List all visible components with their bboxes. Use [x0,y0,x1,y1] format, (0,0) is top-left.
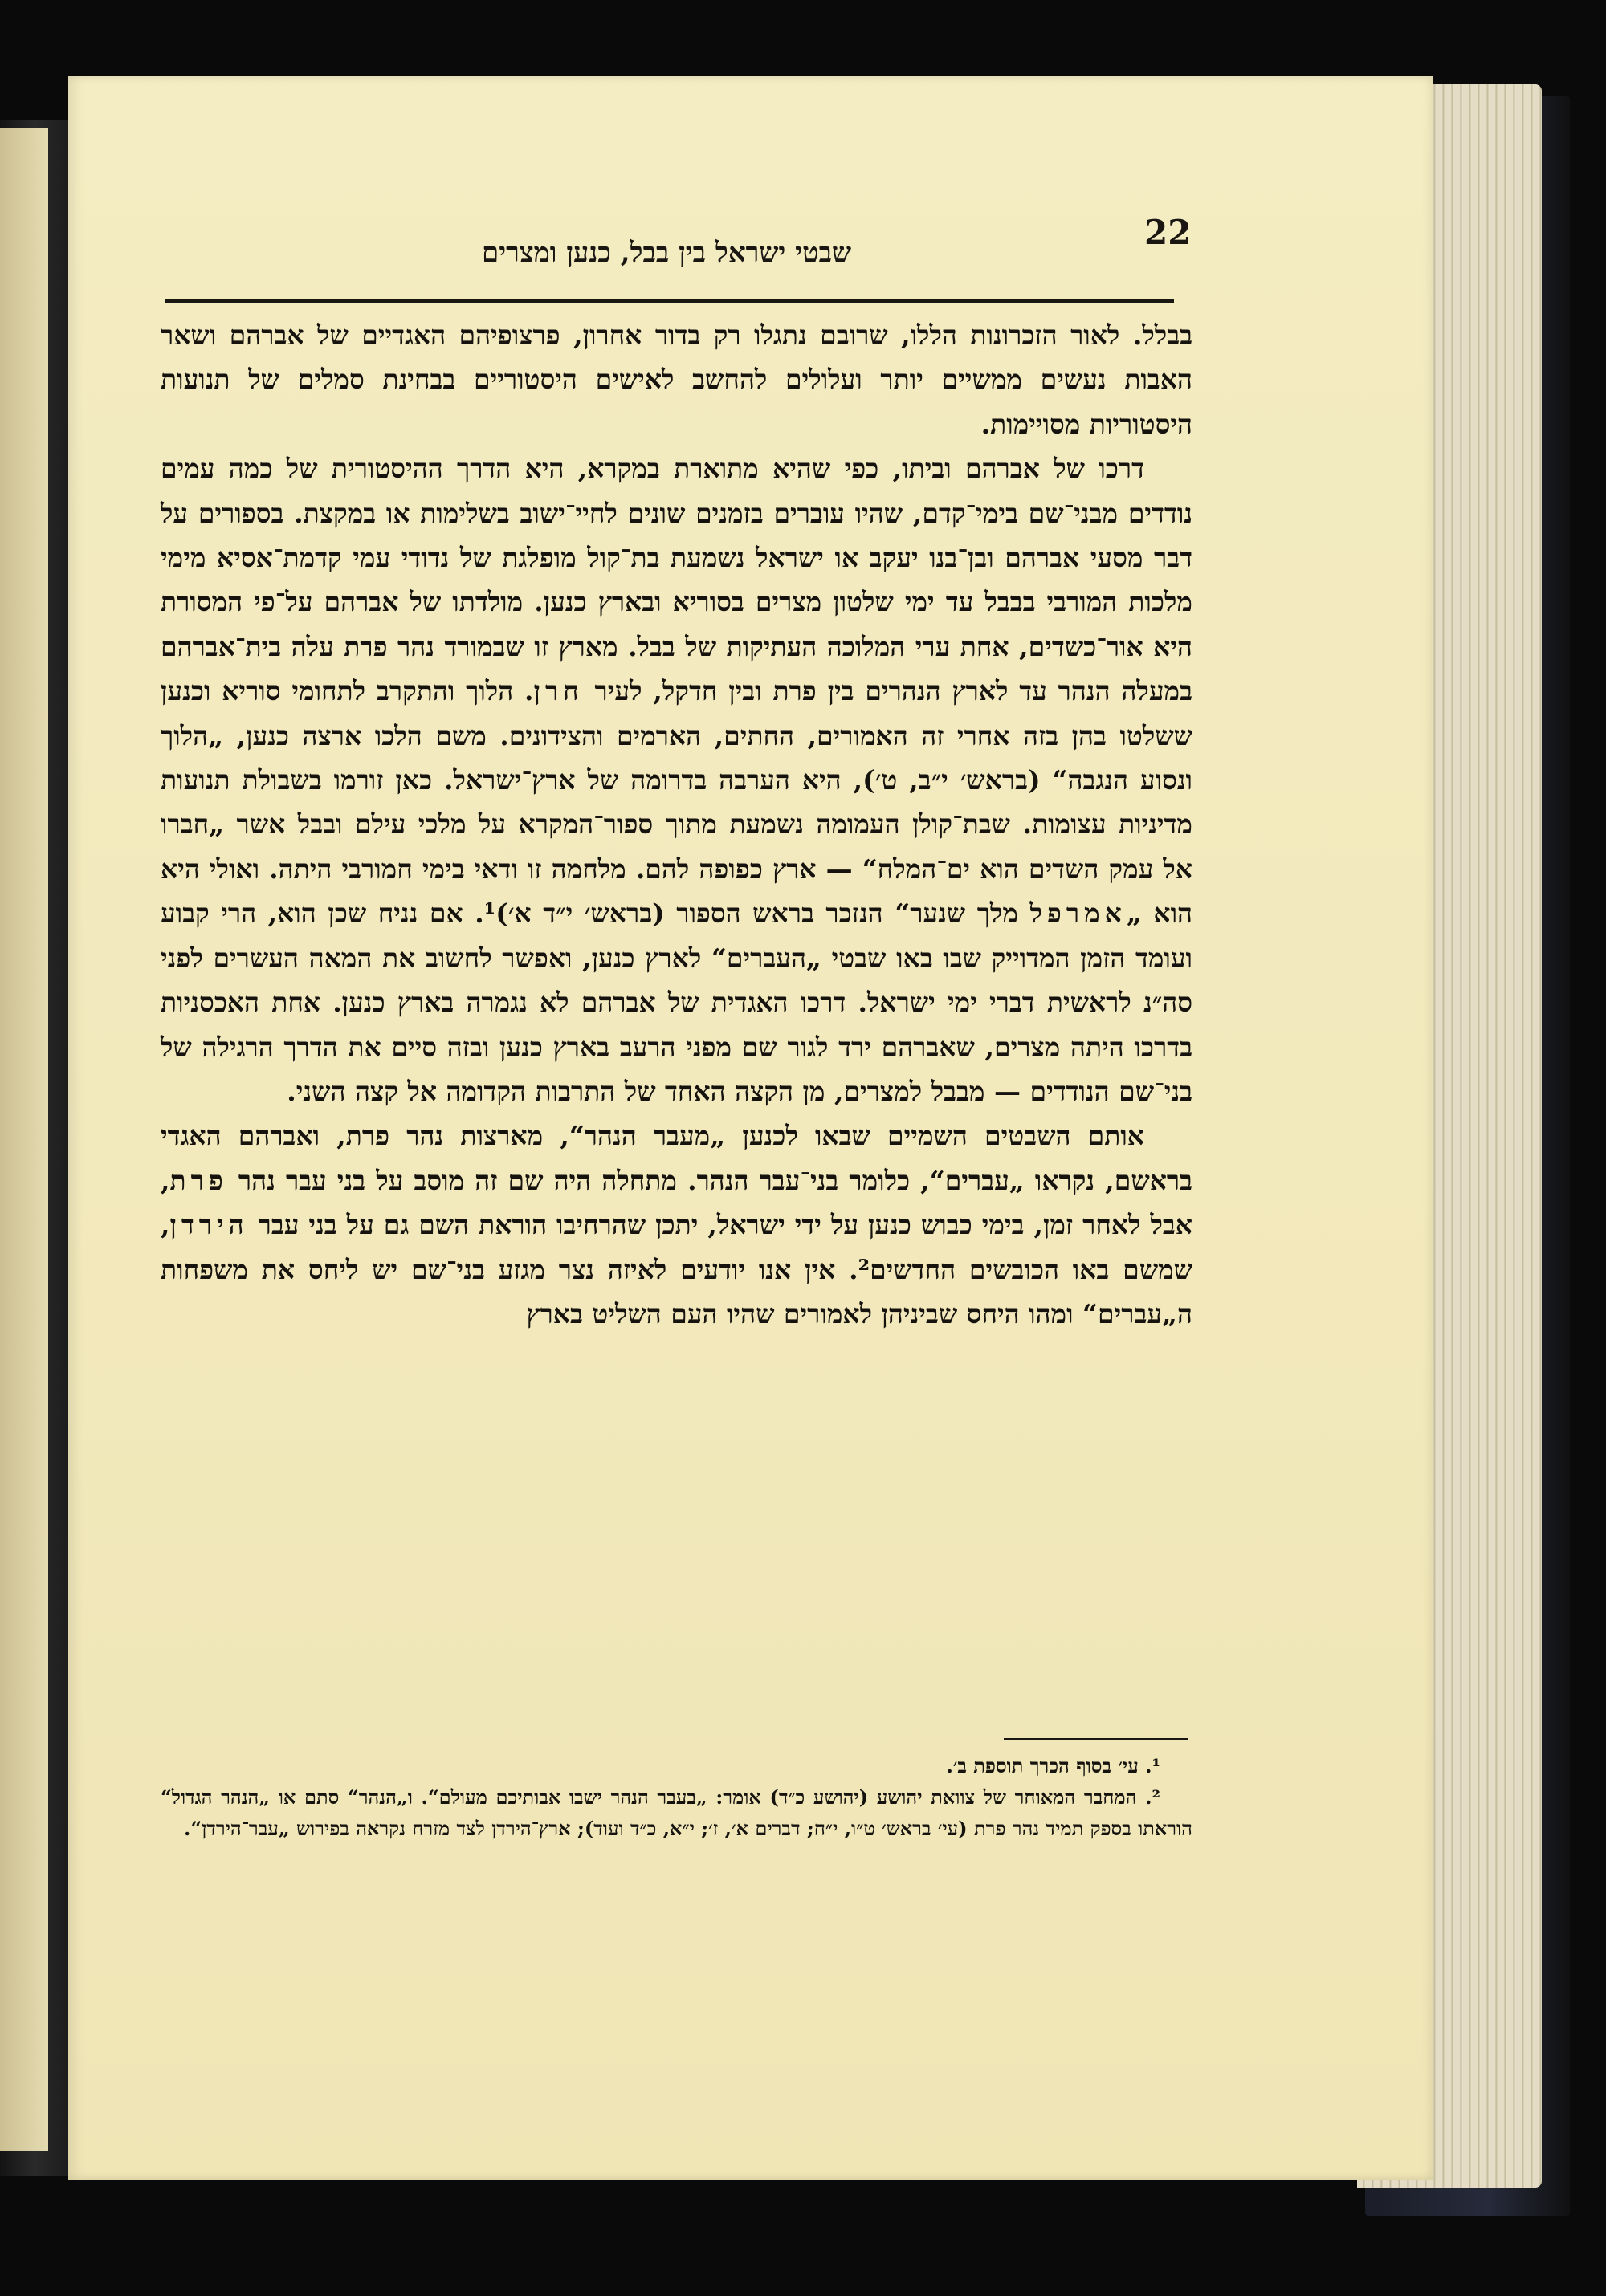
spaced-name: הירדן [169,1209,249,1241]
text-run: . הלוך והתקרב לתחומי סוריא וכנען ששלטו בהן בזה אחרי זה האמורים, החתים, הארמים והצידונים. משם הלכו ארצה כנען, „הלוך ונסוע הנגבה“ (בראש׳ י״ב, ט׳), היא הערבה בדרומה של ארץ־ישראל. כאן זורמו בשבולת תנועות מדיניות עצומות. שבת־קולן העמומה נשמעת מתוך ספור־המקרא על מלכי עילם ובבל אשר „חברו אל עמק השדים הוא ים־המלח“ — ארץ כפופה להם. מלחמה זו ודאי בימי חמורבי היתה. ואולי היא הוא „ [161,675,1192,930]
spaced-name: אמרפל [1029,898,1127,930]
text-run: אותם השבטים השמיים שבאו לכנען „מעבר הנהר“, מארצות נהר פרת, ואברהם האגדי בראשם, נקראו „עברים“, כלומר בני־עבר הנהר. מתחלה היה שם זה מוסב על בני עבר נהר [161,1120,1192,1196]
text-run: , שמשם באו הכובשים החדשים². אין אנו יודעים לאיזה נצר מגזע בני־שם יש ליחס את משפחות ה„עברים“ ומהו היחס שביניהן לאמורים שהיו העם השליט בארץ [161,1209,1192,1329]
footnote: ². המחבר המאוחר של צוואת יהושע (יהושע כ״ד) אומר: „בעבר הנהר ישבו אבותיכם מעולם“. ו„הנהר“ סתם או „הנהר הגדול“ הוראתו בספק תמיד נהר פרת (עי׳ בראש׳ ט״ו, י״ח; דברים א׳, ז׳; י״א, כ״ד ועוד); ארץ־הירדן לצד מזרח נקראה בפירוש „עבר־הירדן“. [161,1785,1192,1840]
footnotes [161,1750,1192,1844]
body-text [161,313,1192,1336]
footnote: ¹. עי׳ בסוף הכרך תוספת ב׳. [946,1754,1160,1777]
text-run: מלך שנער“ הנזכר בראש הספור (בראש׳ י״ד א׳)¹. אם נניח שכן הוא, הרי קבוע ועומד הזמן המדוייק שבו באו שבטי „העברים“ לארץ כנען, ואפשר לחשוב את המאה העשרים לפני סה״נ לראשית דברי ימי ישראל. דרכו האגדית של אברהם לא נגמרה בארץ כנען. אחת האכסניות בדרכו היתה מצרים, שאברהם ירד לגור שם מפני הרעב בארץ כנען ובזה סיים את הדרך הרגילה של בני־שם הנודדים — מבבל למצרים, מן הקצה האחד של התרבות הקדומה אל קצה השני. [161,898,1192,1107]
spaced-name: חרן [533,675,584,707]
text-run: דרכו של אברהם וביתו, כפי שהיא מתוארת במקרא, היא הדרך ההיסטורית של כמה עמים נודדים מבני־שם בימי־קדם, שהיו עוברים בזמנים שונים לחיי־ישוב בשלימות או במקצת. בספורים על דבר מסעי אברהם ובן־בנו יעקב או ישראל נשמעת בת־קול מופלגת של נדודי עמי קדמת־אסיא מימי מלכות המורבי בבבל עד ימי שלטון מצרים בסוריא ובארץ כנען. מולדתו של אברהם על־פי המסורת היא אור־כשדים, אחת ערי המלוכה העתיקות של בבל. מארץ זו שבמורד נהר פרת עלה בית־אברהם במעלה הנהר עד לארץ הנהרים בין פרת ובין חדקל, לעיר [161,453,1192,707]
header-rule [165,299,1174,303]
running-head: שבטי ישראל בין בבל, כנען ומצרים [482,237,852,269]
body-paragraph [161,1113,1192,1336]
footnote-rule [1004,1738,1188,1740]
text-run: , אבל לאחר זמן, בימי כבוש כנען על ידי ישראל, יתכן שהרחיבו הוראת השם גם על בני עבר [161,1164,1192,1241]
body-paragraph [161,313,1192,446]
spaced-name: פרת [169,1164,228,1196]
text-run: בבלל. לאור הזכרונות הללו, שרובם נתגלו רק בדור אחרון, פרצופיהם האגדיים של אברהם ושאר האבות נעשים ממשיים יותר ועלולים להחשב לאישים היסטוריים בבחינת סמלים של תנועות היסטוריות מסויימות. [161,320,1192,440]
body-paragraph [161,446,1192,1113]
facing-page-edge [0,128,48,2151]
page-number: 22 [1144,213,1192,252]
